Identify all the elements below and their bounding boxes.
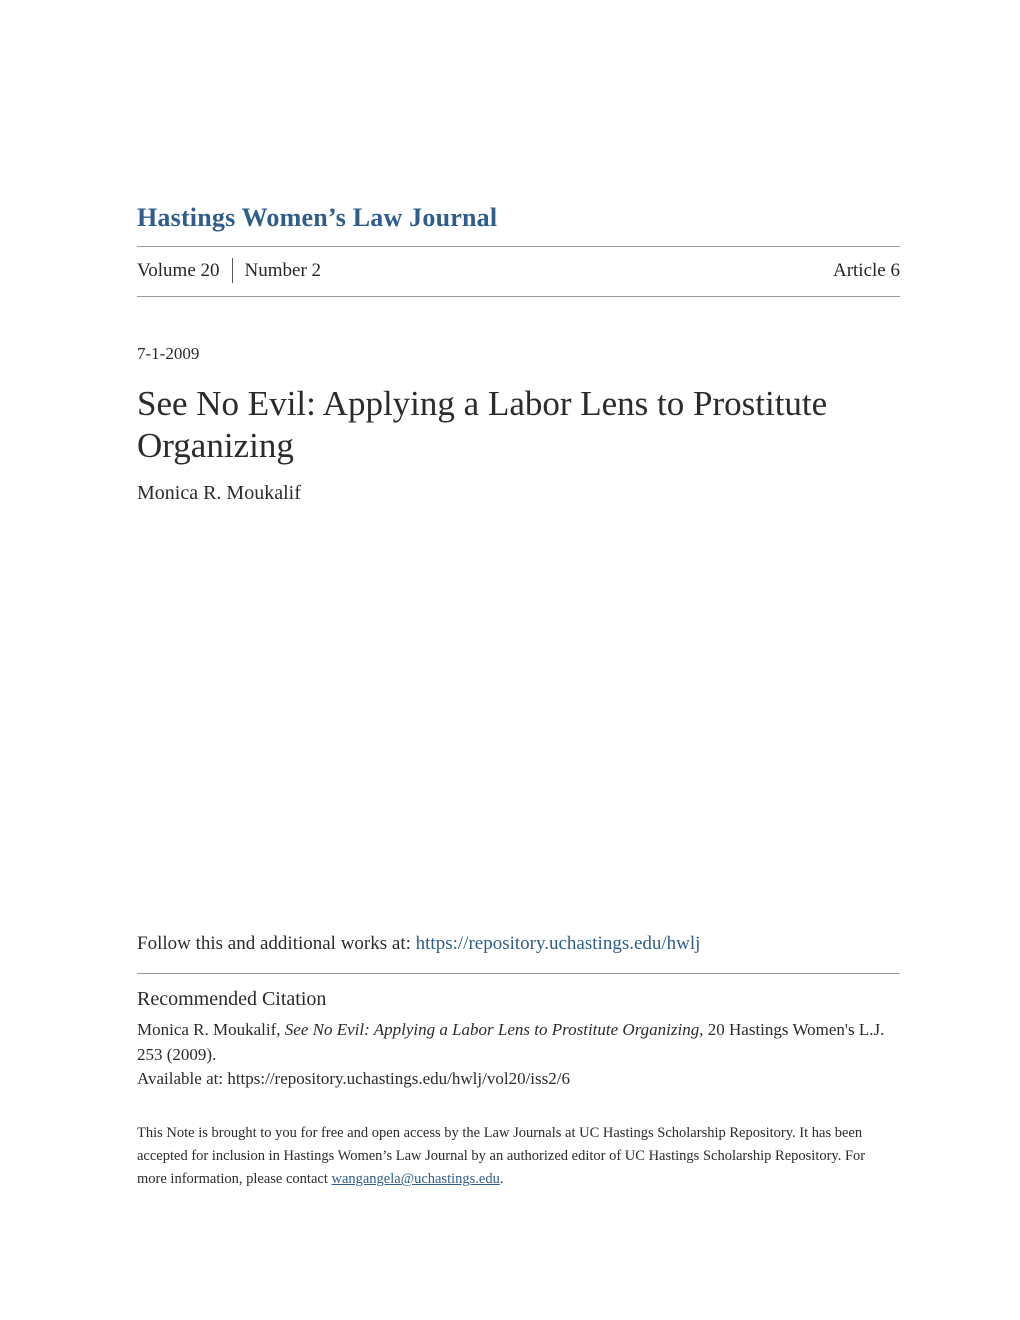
article-author: Monica R. Moukalif: [137, 482, 301, 504]
available-at-label: Available at:: [137, 1069, 228, 1089]
repository-link[interactable]: https://repository.uchastings.edu/hwlj: [415, 933, 701, 954]
volume-number-group: [137, 258, 321, 283]
article-header: [137, 344, 900, 505]
article-number-label: Article 6: [832, 259, 900, 281]
recommended-citation-heading: Recommended Citation: [137, 988, 327, 1010]
follow-works-label: Follow this and additional works at:: [137, 933, 416, 954]
recommended-citation-section: [137, 988, 900, 1092]
citation-divider: [137, 973, 900, 974]
volume-label: Volume 20: [137, 259, 220, 281]
access-note: [137, 1122, 882, 1192]
issue-number-label: Number 2: [244, 259, 322, 281]
citation-text: [137, 1018, 900, 1092]
access-note-text: This Note is brought to you for free and open access by the Law Journals at UC Hastings Scholarship Repository. It has been accepted for inclusion in Hastings Women’s Law Journal by an authorized editor of UC Hastings Scholarship Repository. For more information, please contact: [137, 1124, 866, 1188]
masthead-bottom-divider: [137, 296, 900, 297]
journal-name: Hastings Women’s Law Journal: [137, 203, 498, 232]
access-note-period: .: [499, 1171, 504, 1188]
available-at-link[interactable]: https://repository.uchastings.edu/hwlj/vol20/iss2/6: [227, 1069, 570, 1089]
issue-line: [137, 247, 900, 296]
citation-article-title: See No Evil: Applying a Labor Lens to Prostitute Organizing: [284, 1020, 700, 1039]
follow-works-line: [137, 933, 900, 955]
journal-masthead: [137, 0, 900, 297]
follow-works-section: [137, 933, 900, 974]
citation-reference: , 20 Hastings Women's L.J. 253 (2009).: [137, 1020, 885, 1064]
contact-email-link[interactable]: wangangela@uchastings.edu: [331, 1171, 500, 1188]
volume-number-divider: [232, 258, 233, 283]
article-title: See No Evil: Applying a Labor Lens to Prostitute Organizing: [137, 384, 828, 465]
publication-date: 7-1-2009: [137, 344, 200, 363]
citation-author: Monica R. Moukalif,: [137, 1020, 285, 1039]
